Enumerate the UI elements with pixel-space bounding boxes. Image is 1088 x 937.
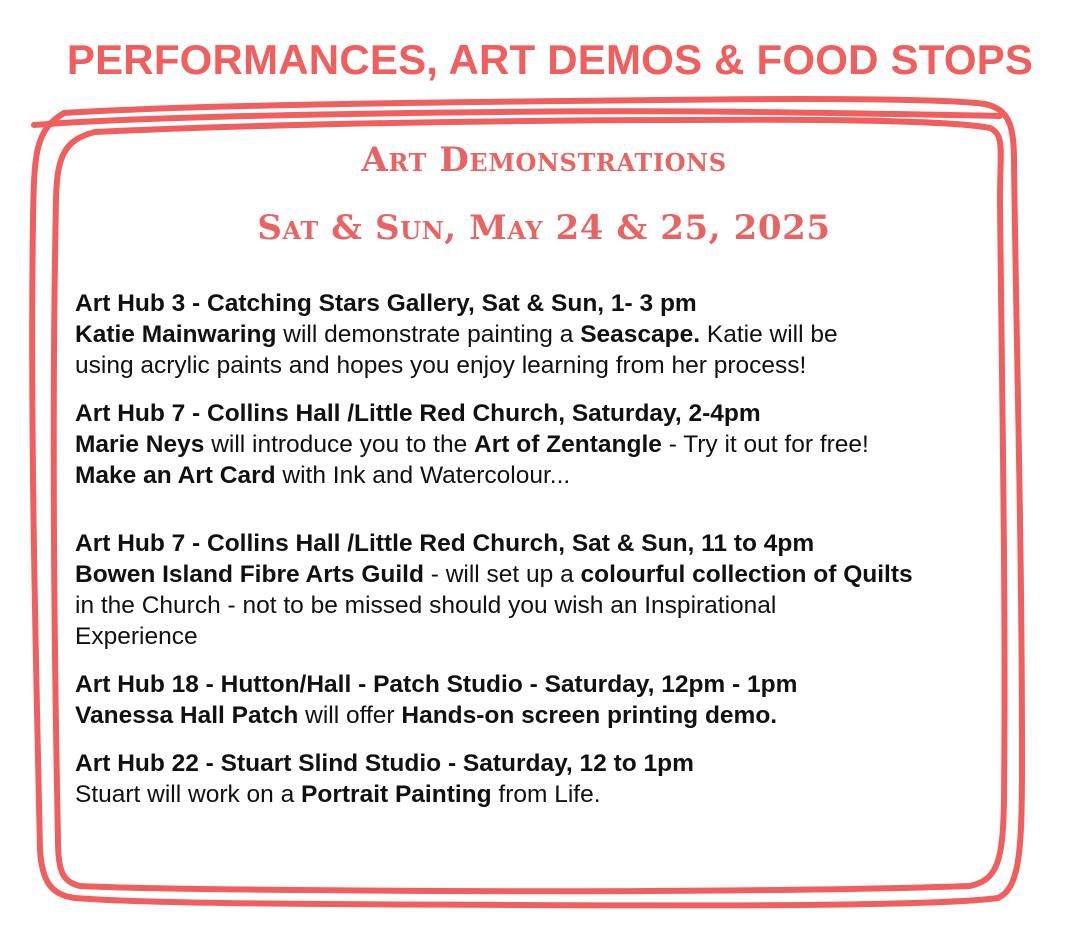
description-text: from Life. [491,781,601,808]
artist-name: Marie Neys [75,431,205,458]
description-text: will introduce you to the [204,431,475,458]
demo-title: colourful collection of Quilts [580,561,913,588]
event-dates: Sat & Sun, May 24 & 25, 2025 [257,208,831,248]
event-item [75,748,1015,810]
description-text: will demonstrate painting a [276,321,581,348]
event-heading: Art Hub 3 - Catching Stars Gallery, Sat & Sun, 1- 3 pm [75,290,697,317]
event-heading: Art Hub 22 - Stuart Slind Studio - Saturday, 12 to 1pm [75,750,694,777]
event-item [75,398,1015,491]
event-list [75,288,1015,810]
event-description [75,559,1015,590]
artist-name: Katie Mainwaring [75,321,277,348]
description-text: will offer [298,702,402,729]
description-text: Stuart will work on a [75,781,302,808]
event-description [75,779,1015,810]
demo-title: Hands-on screen printing demo. [401,702,778,729]
description-text: - Try it out for free! [661,431,869,458]
event-item [75,528,1015,652]
artist-name: Bowen Island Fibre Arts Guild [75,561,424,588]
page-title: PERFORMANCES, ART DEMOS & FOOD STOPS [66,36,1034,83]
event-description-continued: in the Church - not to be missed should you wish an Inspirational Experience [75,592,777,650]
description-text: with Ink and Watercolour... [275,462,571,489]
artist-name: Vanessa Hall Patch [75,702,299,729]
event-description-continued: using acrylic paints and hopes you enjoy learning from her process! [75,352,807,379]
event-description-continued [75,460,1015,491]
event-heading: Art Hub 7 - Collins Hall /Little Red Church, Saturday, 2-4pm [75,400,761,427]
event-item [75,288,1015,381]
event-description [75,429,1015,460]
demo-title: Portrait Painting [301,781,492,808]
description-text: - will set up a [423,561,581,588]
event-item [75,669,1015,731]
activity-title: Make an Art Card [75,462,276,489]
event-heading: Art Hub 18 - Hutton/Hall - Patch Studio - Saturday, 12pm - 1pm [75,671,798,698]
event-description [75,700,1015,731]
event-description [75,319,1015,350]
event-heading: Art Hub 7 - Collins Hall /Little Red Church, Sat & Sun, 11 to 4pm [75,530,815,557]
demo-title: Art of Zentangle [474,431,662,458]
description-text: Katie will be [700,321,838,348]
section-title: Art Demonstrations [361,140,727,180]
demo-title: Seascape. [580,321,701,348]
